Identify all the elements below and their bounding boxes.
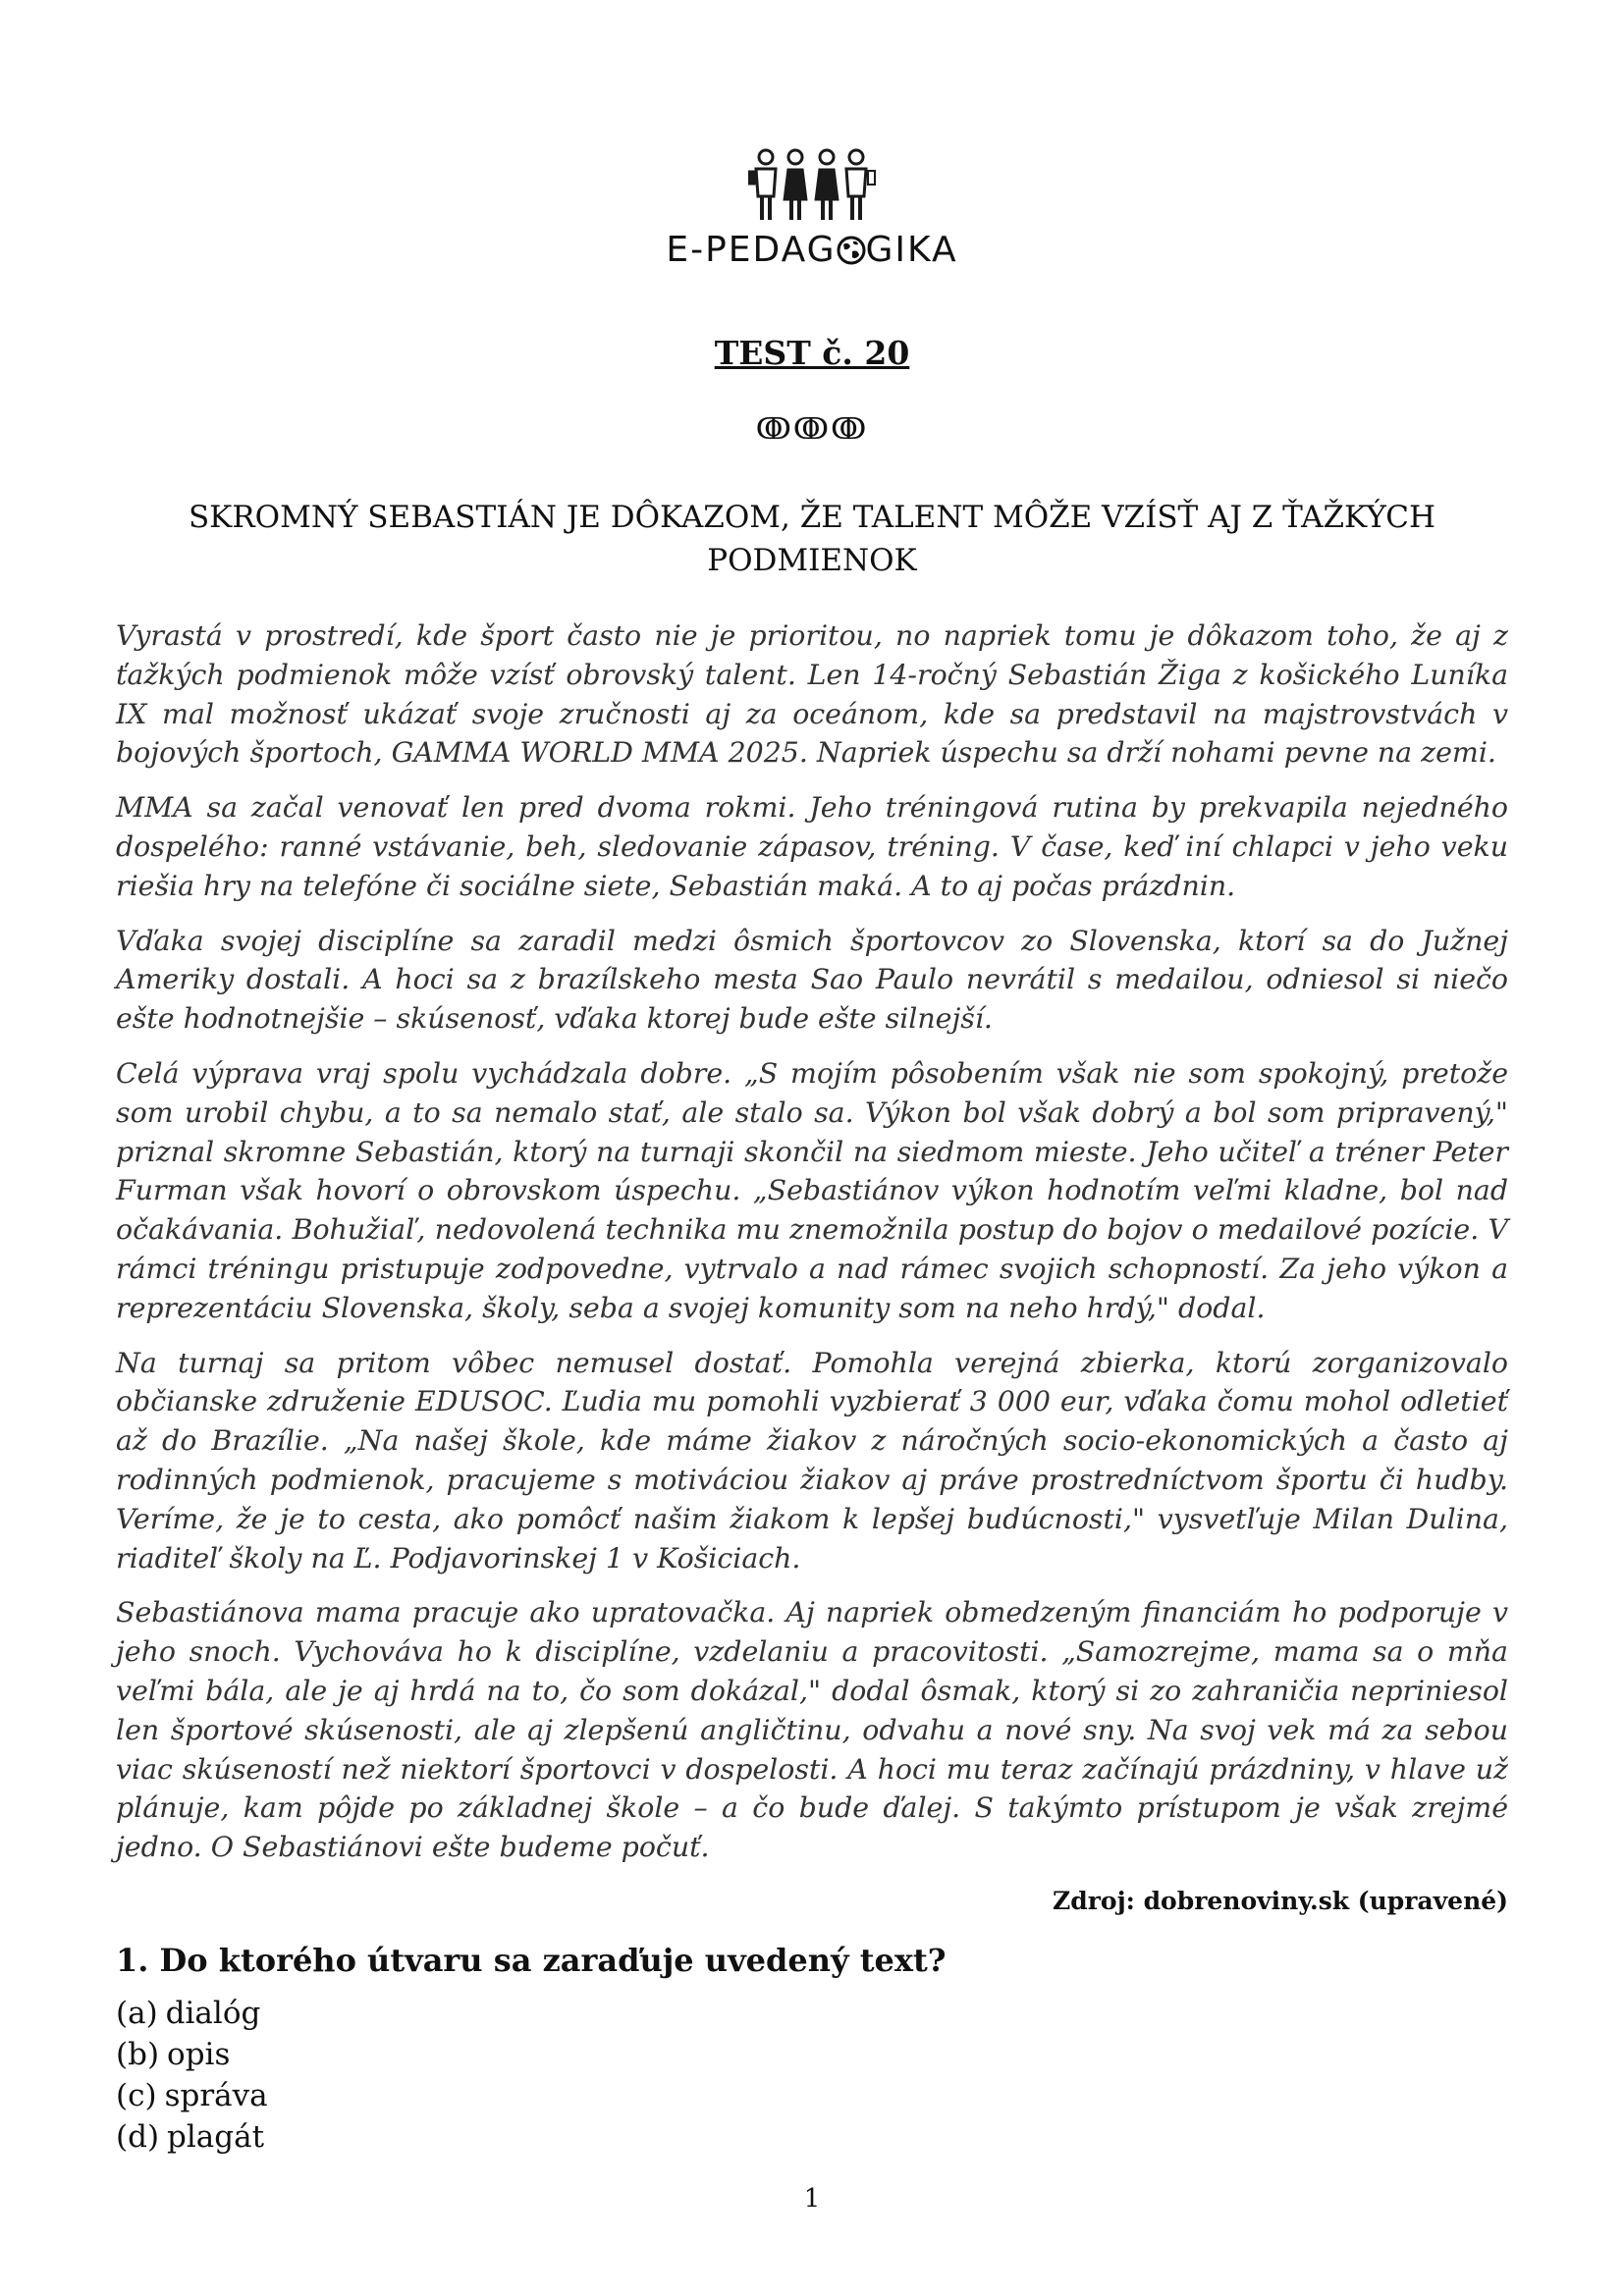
option-letter: (b) bbox=[116, 2037, 160, 2072]
page-number: 1 bbox=[803, 2184, 821, 2214]
source-citation: Zdroj: dobrenoviny.sk (upravené) bbox=[1053, 1887, 1508, 1915]
headline-line-1: SKROMNÝ SEBASTIÁN JE DÔKAZOM, ŽE TALENT MÔŽE VZÍSŤ AJ Z ŤAŽKÝCH bbox=[188, 500, 1436, 535]
option-label: dialóg bbox=[165, 1996, 261, 2031]
test-title: TEST č. 20 bbox=[714, 334, 910, 372]
article-paragraph: MMA sa začal venovať len pred dvoma rokmi. Jeho tréningová rutina by prekvapila nejedného dospelého: ranné vstávanie, beh, sledovanie zápasov, tréning. V čase, keď iní chlapci v jeho veku riešia hry na telefóne či sociálne siete, Sebastián maká. A to aj počas prázdnin. bbox=[116, 791, 1508, 902]
article-paragraph: Celá výprava vraj spolu vychádzala dobre. „S mojím pôsobením však nie som spokojný, pretože som urobil chybu, a to sa nemalo stať, ale stalo sa. Výkon bol však dobrý a bol som pripravený," priznal skromne Sebastián, ktorý na turnaji skončil na siedmom mieste. Jeho učiteľ a tréner Peter Furman však hovorí o obrovskom úspechu. „Sebastiánov výkon hodnotím veľmi kladne, bol nad očakávania. Bohužiaľ, nedovolená technika mu znemožnila postup do bojov o medailové pozície. V rámci tréningu pristupuje zodpovedne, vytrvalo a nad rámec svojich schopností. Za jeho výkon a reprezentáciu Slovenska, školy, seba a svojej komunity som na neho hrdý," dodal. bbox=[116, 1056, 1508, 1324]
logo-wordmark bbox=[0, 230, 1624, 270]
article-headline bbox=[147, 496, 1477, 582]
children-group-icon bbox=[748, 147, 876, 226]
option-label: opis bbox=[167, 2037, 231, 2072]
question-text: 1. Do ktorého útvaru sa zaraďuje uvedený text? bbox=[116, 1942, 947, 1979]
answer-option bbox=[116, 2034, 276, 2075]
globe-icon bbox=[837, 236, 866, 265]
article-paragraph: Vyrastá v prostredí, kde šport často nie je prioritou, no napriek tomu je dôkazom toho, že aj z ťažkých podmienok môže vzísť obrovský talent. Len 14-ročný Sebastián Žiga z košického Luníka IX mal možnosť ukázať svoje zručnosti aj za oceánom, kde sa predstavil na majstrovstvách v bojových športoch, GAMMA WORLD MMA 2025. Napriek úspechu sa drží nohami pevne na zemi. bbox=[116, 619, 1508, 770]
option-letter: (a) bbox=[116, 1996, 158, 2031]
ornament: ↂↂↂ bbox=[755, 412, 869, 447]
logo-text-after: GIKA bbox=[865, 230, 958, 270]
logo-text-before: E-PEDAG bbox=[666, 230, 837, 270]
article-paragraph: Vďaka svojej disciplíne sa zaradil medzi ôsmich športovcov zo Slovenska, ktorí sa do Južnej Ameriky dostali. A hoci sa z brazílskeho mesta Sao Paulo nevrátil s medailou, odniesol si niečo ešte hodnotnejšie – skúsenosť, vďaka ktorej bude ešte silnejší. bbox=[116, 924, 1508, 1036]
answer-option bbox=[116, 1993, 276, 2034]
option-label: správa bbox=[164, 2078, 268, 2113]
option-label: plagát bbox=[167, 2119, 265, 2155]
headline-line-2: PODMIENOK bbox=[707, 543, 917, 578]
answer-option bbox=[116, 2116, 276, 2158]
answer-option bbox=[116, 2075, 276, 2116]
logo bbox=[0, 147, 1624, 270]
option-letter: (c) bbox=[116, 2078, 157, 2113]
answer-options bbox=[116, 1993, 276, 2158]
option-letter: (d) bbox=[116, 2119, 160, 2155]
article-paragraph: Sebastiánova mama pracuje ako upratovačka. Aj napriek obmedzeným financiám ho podporuje v jeho snoch. Vychováva ho k disciplíne, vzdelaniu a pracovitosti. „Samozrejme, mama sa o mňa veľmi bála, ale je aj hrdá na to, čo som dokázal," dodal ôsmak, ktorý si zo zahraničia nepriniesol len športové skúsenosti, ale aj zlepšenú angličtinu, odvahu a nové sny. Na svoj vek má za sebou viac skúseností než niektorí športovci v dospelosti. A hoci mu teraz začínajú prázdniny, v hlave už plánuje, kam pôjde po základnej škole – a čo bude ďalej. S takýmto prístupom je však zrejmé jedno. O Sebastiánovi ešte budeme počuť. bbox=[116, 1596, 1508, 1864]
article-body bbox=[116, 616, 1508, 1883]
article-paragraph: Na turnaj sa pritom vôbec nemusel dostať. Pomohla verejná zbierka, ktorú zorganizovalo občianske združenie EDUSOC. Ľudia mu pomohli vyzbierať 3 000 eur, vďaka čomu mohol odletieť až do Brazílie. „Na našej škole, kde máme žiakov z náročných socio-ekonomických a často aj rodinných podmienok, pracujeme s motiváciou žiakov aj práve prostredníctvom športu či hudby. Veríme, že je to cesta, ako pomôcť našim žiakom k lepšej budúcnosti," vysvetľuje Milan Dulina, riaditeľ školy na Ľ. Podjavorinskej 1 v Košiciach. bbox=[116, 1346, 1508, 1575]
